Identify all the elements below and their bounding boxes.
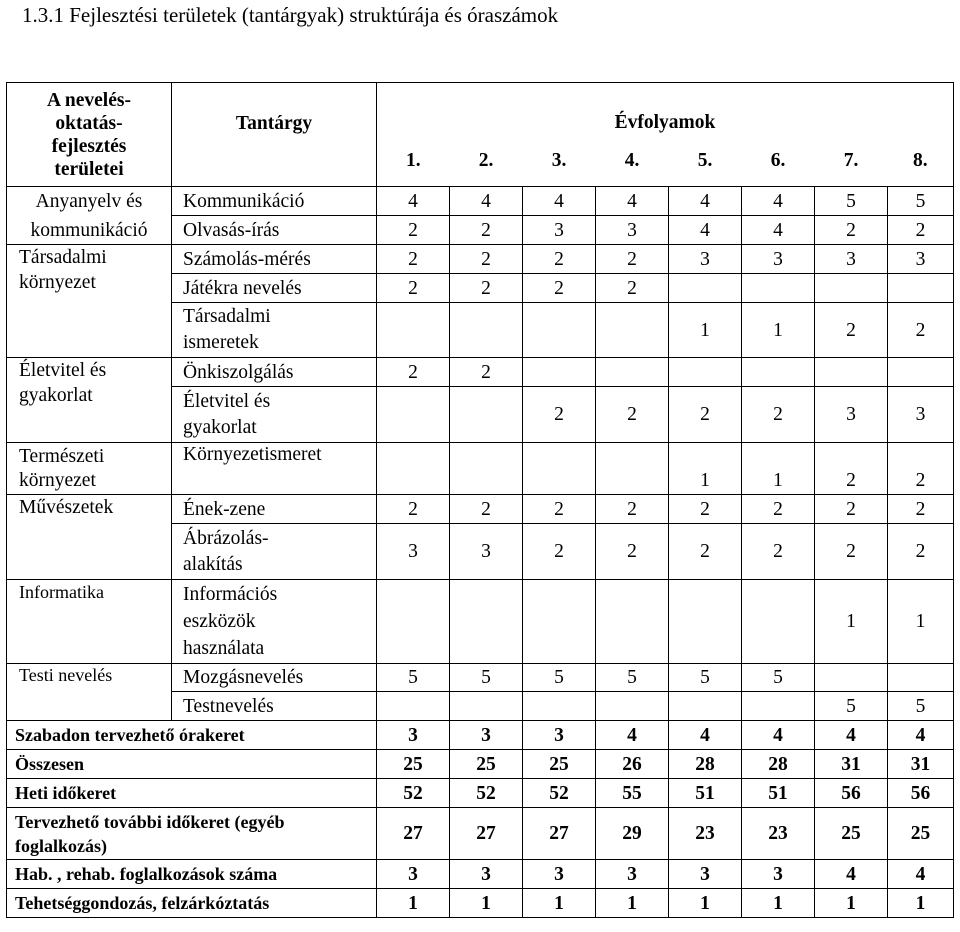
year-header: 5.	[669, 135, 742, 187]
hours-cell	[377, 303, 450, 358]
year-header: 8.	[888, 135, 954, 187]
hours-cell: 2	[450, 245, 523, 274]
summary-hours-cell: 51	[742, 779, 815, 808]
hours-cell: 4	[669, 187, 742, 216]
summary-hours-cell: 29	[596, 808, 669, 860]
subject-cell: Ének-zene	[172, 495, 377, 524]
year-header: 6.	[742, 135, 815, 187]
hours-cell: 3	[815, 245, 888, 274]
hours-cell: 2	[669, 495, 742, 524]
hours-cell	[450, 303, 523, 358]
hours-cell: 4	[523, 187, 596, 216]
summary-hours-cell: 4	[815, 721, 888, 750]
area-label: Művészetek	[19, 497, 114, 518]
summary-hours-cell: 51	[669, 779, 742, 808]
subject-line: Társadalmi	[183, 306, 271, 327]
summary-hours-cell: 4	[742, 721, 815, 750]
hours-cell: 2	[523, 495, 596, 524]
hours-cell: 2	[742, 387, 815, 443]
hours-cell	[377, 580, 450, 664]
area-cell	[7, 495, 172, 580]
hours-cell: 2	[596, 274, 669, 303]
summary-label	[7, 808, 377, 860]
hours-cell	[523, 692, 596, 721]
hours-cell	[888, 358, 954, 387]
area-line: Társadalmi	[19, 247, 107, 268]
hours-cell: 5	[815, 692, 888, 721]
area-line: Anyanyelv és	[35, 190, 143, 212]
subject-line: használata	[183, 638, 265, 659]
hours-cell: 2	[596, 245, 669, 274]
hours-cell: 5	[596, 664, 669, 692]
summary-label: Összesen	[7, 750, 377, 779]
hours-cell: 3	[669, 245, 742, 274]
hours-cell	[888, 274, 954, 303]
area-line: környezet	[19, 469, 96, 491]
area-line: gyakorlat	[19, 385, 93, 406]
hours-cell	[596, 303, 669, 358]
summary-hours-cell: 25	[523, 750, 596, 779]
hours-cell	[377, 692, 450, 721]
hours-cell: 4	[742, 216, 815, 245]
summary-hours-cell: 25	[377, 750, 450, 779]
hours-cell	[596, 580, 669, 664]
table-row	[7, 495, 954, 524]
subject-cell: Számolás-mérés	[172, 245, 377, 274]
hours-cell: 1	[742, 443, 815, 495]
summary-hours-cell: 1	[888, 889, 954, 918]
hours-cell	[815, 274, 888, 303]
summary-hours-cell: 23	[669, 808, 742, 860]
year-header: 7.	[815, 135, 888, 187]
header-area-line: A nevelés-	[47, 89, 131, 111]
summary-hours-cell: 4	[888, 860, 954, 889]
area-cell	[7, 187, 172, 245]
hours-cell: 3	[815, 387, 888, 443]
hours-cell: 3	[888, 245, 954, 274]
area-cell	[7, 358, 172, 443]
hours-cell: 1	[669, 443, 742, 495]
summary-row	[7, 808, 954, 860]
hours-cell	[596, 443, 669, 495]
summary-label: Szabadon tervezhető órakeret	[7, 721, 377, 750]
header-area-line: oktatás-	[55, 112, 123, 134]
summary-row	[7, 750, 954, 779]
hours-cell: 5	[815, 187, 888, 216]
area-cell	[7, 664, 172, 721]
hours-cell: 2	[377, 216, 450, 245]
hours-cell	[450, 580, 523, 664]
hours-cell: 2	[450, 495, 523, 524]
subject-cell: Olvasás-írás	[172, 216, 377, 245]
summary-hours-cell: 3	[450, 860, 523, 889]
hours-cell: 2	[450, 274, 523, 303]
summary-hours-cell: 3	[669, 860, 742, 889]
summary-hours-cell: 4	[815, 860, 888, 889]
curriculum-table	[6, 82, 954, 918]
area-cell	[7, 245, 172, 358]
hours-cell: 2	[377, 495, 450, 524]
hours-cell	[596, 692, 669, 721]
hours-cell: 4	[742, 187, 815, 216]
area-line: Életvitel és	[19, 360, 107, 381]
hours-cell	[815, 664, 888, 692]
area-line: környezet	[19, 272, 96, 293]
hours-cell	[377, 443, 450, 495]
subject-line: Információs	[183, 584, 278, 605]
summary-hours-cell: 55	[596, 779, 669, 808]
hours-cell: 2	[377, 274, 450, 303]
hours-cell: 3	[888, 387, 954, 443]
hours-cell: 3	[377, 524, 450, 580]
summary-hours-cell: 56	[888, 779, 954, 808]
hours-cell: 2	[450, 216, 523, 245]
subject-cell: Játékra nevelés	[172, 274, 377, 303]
subject-cell	[172, 580, 377, 664]
hours-cell: 2	[888, 303, 954, 358]
subject-line: ismeretek	[183, 332, 259, 353]
subject-cell	[172, 303, 377, 358]
hours-cell: 2	[888, 216, 954, 245]
hours-cell: 2	[669, 524, 742, 580]
summary-hours-cell: 4	[596, 721, 669, 750]
hours-cell: 2	[815, 524, 888, 580]
hours-cell	[450, 387, 523, 443]
summary-hours-cell: 1	[523, 889, 596, 918]
summary-row	[7, 860, 954, 889]
hours-cell	[742, 580, 815, 664]
year-header: 1.	[377, 135, 450, 187]
summary-hours-cell: 4	[888, 721, 954, 750]
year-header: 4.	[596, 135, 669, 187]
summary-hours-cell: 1	[596, 889, 669, 918]
subject-line: alakítás	[183, 553, 243, 575]
summary-hours-cell: 3	[523, 721, 596, 750]
summary-hours-cell: 31	[888, 750, 954, 779]
summary-hours-cell: 1	[669, 889, 742, 918]
area-line: Természeti	[19, 445, 105, 467]
summary-label-line: Tervezhető további időkeret (egyéb	[15, 811, 285, 832]
hours-cell: 2	[669, 387, 742, 443]
hours-cell	[377, 387, 450, 443]
hours-cell: 1	[742, 303, 815, 358]
hours-cell	[450, 692, 523, 721]
table-row	[7, 443, 954, 495]
hours-cell	[669, 358, 742, 387]
hours-cell: 4	[596, 187, 669, 216]
area-cell	[7, 580, 172, 664]
summary-hours-cell: 3	[742, 860, 815, 889]
summary-label: Heti időkeret	[7, 779, 377, 808]
subject-cell	[172, 524, 377, 580]
hours-cell: 4	[450, 187, 523, 216]
hours-cell: 2	[815, 303, 888, 358]
hours-cell: 2	[377, 245, 450, 274]
area-cell	[7, 443, 172, 495]
hours-cell	[450, 443, 523, 495]
area-line: kommunikáció	[30, 219, 148, 241]
hours-cell: 3	[450, 524, 523, 580]
hours-cell	[523, 443, 596, 495]
summary-hours-cell: 56	[815, 779, 888, 808]
hours-cell	[742, 358, 815, 387]
hours-cell: 2	[596, 495, 669, 524]
area-label: Testi nevelés	[19, 665, 113, 685]
hours-cell: 2	[450, 358, 523, 387]
summary-hours-cell: 52	[523, 779, 596, 808]
hours-cell: 2	[888, 524, 954, 580]
hours-cell: 5	[669, 664, 742, 692]
summary-hours-cell: 28	[742, 750, 815, 779]
subject-cell: Önkiszolgálás	[172, 358, 377, 387]
summary-hours-cell: 3	[523, 860, 596, 889]
hours-cell	[523, 580, 596, 664]
summary-hours-cell: 3	[450, 721, 523, 750]
hours-cell: 2	[742, 495, 815, 524]
year-header: 2.	[450, 135, 523, 187]
hours-cell: 2	[523, 524, 596, 580]
hours-cell	[596, 358, 669, 387]
header-subject-label: Tantárgy	[235, 113, 313, 134]
summary-hours-cell: 27	[377, 808, 450, 860]
hours-cell: 5	[888, 692, 954, 721]
hours-cell: 2	[596, 524, 669, 580]
summary-row	[7, 779, 954, 808]
hours-cell: 3	[523, 216, 596, 245]
summary-hours-cell: 27	[523, 808, 596, 860]
hours-cell: 2	[523, 387, 596, 443]
hours-cell: 2	[596, 387, 669, 443]
summary-hours-cell: 4	[669, 721, 742, 750]
summary-label-line: foglalkozás)	[15, 835, 107, 856]
header-area-line: fejlesztés	[51, 135, 127, 157]
hours-cell	[523, 303, 596, 358]
summary-hours-cell: 31	[815, 750, 888, 779]
hours-cell: 2	[523, 274, 596, 303]
subject-line: Életvitel és	[183, 390, 271, 412]
table-row	[7, 580, 954, 664]
hours-cell	[523, 358, 596, 387]
summary-hours-cell: 3	[596, 860, 669, 889]
summary-hours-cell: 27	[450, 808, 523, 860]
summary-hours-cell: 3	[377, 860, 450, 889]
summary-hours-cell: 52	[377, 779, 450, 808]
hours-cell: 5	[377, 664, 450, 692]
table-row	[7, 187, 954, 216]
hours-cell	[815, 358, 888, 387]
table-row	[7, 358, 954, 387]
hours-cell	[888, 664, 954, 692]
hours-cell: 5	[523, 664, 596, 692]
summary-hours-cell: 1	[450, 889, 523, 918]
hours-cell: 1	[669, 303, 742, 358]
header-area-cell	[7, 83, 172, 187]
header-area-line: területei	[54, 158, 124, 180]
hours-cell: 3	[742, 245, 815, 274]
summary-hours-cell: 25	[815, 808, 888, 860]
hours-cell: 5	[888, 187, 954, 216]
summary-label: Hab. , rehab. foglalkozások száma	[7, 860, 377, 889]
hours-cell: 5	[450, 664, 523, 692]
hours-cell: 3	[596, 216, 669, 245]
summary-row	[7, 721, 954, 750]
subject-line: Ábrázolás-	[183, 527, 269, 549]
table-row	[7, 664, 954, 692]
summary-hours-cell: 3	[377, 721, 450, 750]
subject-cell: Környezetismeret	[172, 443, 377, 495]
summary-label: Tehetséggondozás, felzárkóztatás	[7, 889, 377, 918]
header-row-1	[7, 83, 954, 135]
summary-hours-cell: 1	[742, 889, 815, 918]
summary-row	[7, 889, 954, 918]
hours-cell: 2	[523, 245, 596, 274]
summary-hours-cell: 23	[742, 808, 815, 860]
hours-cell: 2	[815, 495, 888, 524]
hours-cell: 4	[669, 216, 742, 245]
subject-line: eszközök	[183, 611, 256, 632]
hours-cell: 2	[815, 216, 888, 245]
hours-cell: 5	[742, 664, 815, 692]
hours-cell	[742, 692, 815, 721]
subject-cell: Testnevelés	[172, 692, 377, 721]
subject-line: gyakorlat	[183, 416, 257, 438]
hours-cell: 2	[815, 443, 888, 495]
year-header: 3.	[523, 135, 596, 187]
summary-hours-cell: 28	[669, 750, 742, 779]
subject-cell: Mozgásnevelés	[172, 664, 377, 692]
hours-cell	[742, 274, 815, 303]
summary-hours-cell: 25	[450, 750, 523, 779]
hours-cell: 4	[377, 187, 450, 216]
hours-cell	[669, 692, 742, 721]
table-row	[7, 245, 954, 274]
area-label: Informatika	[19, 582, 104, 602]
summary-hours-cell: 1	[377, 889, 450, 918]
summary-hours-cell: 1	[815, 889, 888, 918]
hours-cell: 2	[888, 495, 954, 524]
hours-cell	[669, 580, 742, 664]
hours-cell: 2	[888, 443, 954, 495]
hours-cell: 2	[742, 524, 815, 580]
header-years-label-cell	[377, 83, 954, 135]
header-years-label: Évfolyamok	[614, 111, 716, 133]
summary-hours-cell: 25	[888, 808, 954, 860]
header-subject-cell	[172, 83, 377, 187]
summary-hours-cell: 26	[596, 750, 669, 779]
hours-cell: 1	[815, 580, 888, 664]
summary-hours-cell: 52	[450, 779, 523, 808]
subject-cell: Kommunikáció	[172, 187, 377, 216]
page-title: 1.3.1 Fejlesztési területek (tantárgyak) struktúrája és óraszámok	[22, 3, 559, 27]
hours-cell: 1	[888, 580, 954, 664]
subject-cell	[172, 387, 377, 443]
hours-cell: 2	[377, 358, 450, 387]
hours-cell	[669, 274, 742, 303]
